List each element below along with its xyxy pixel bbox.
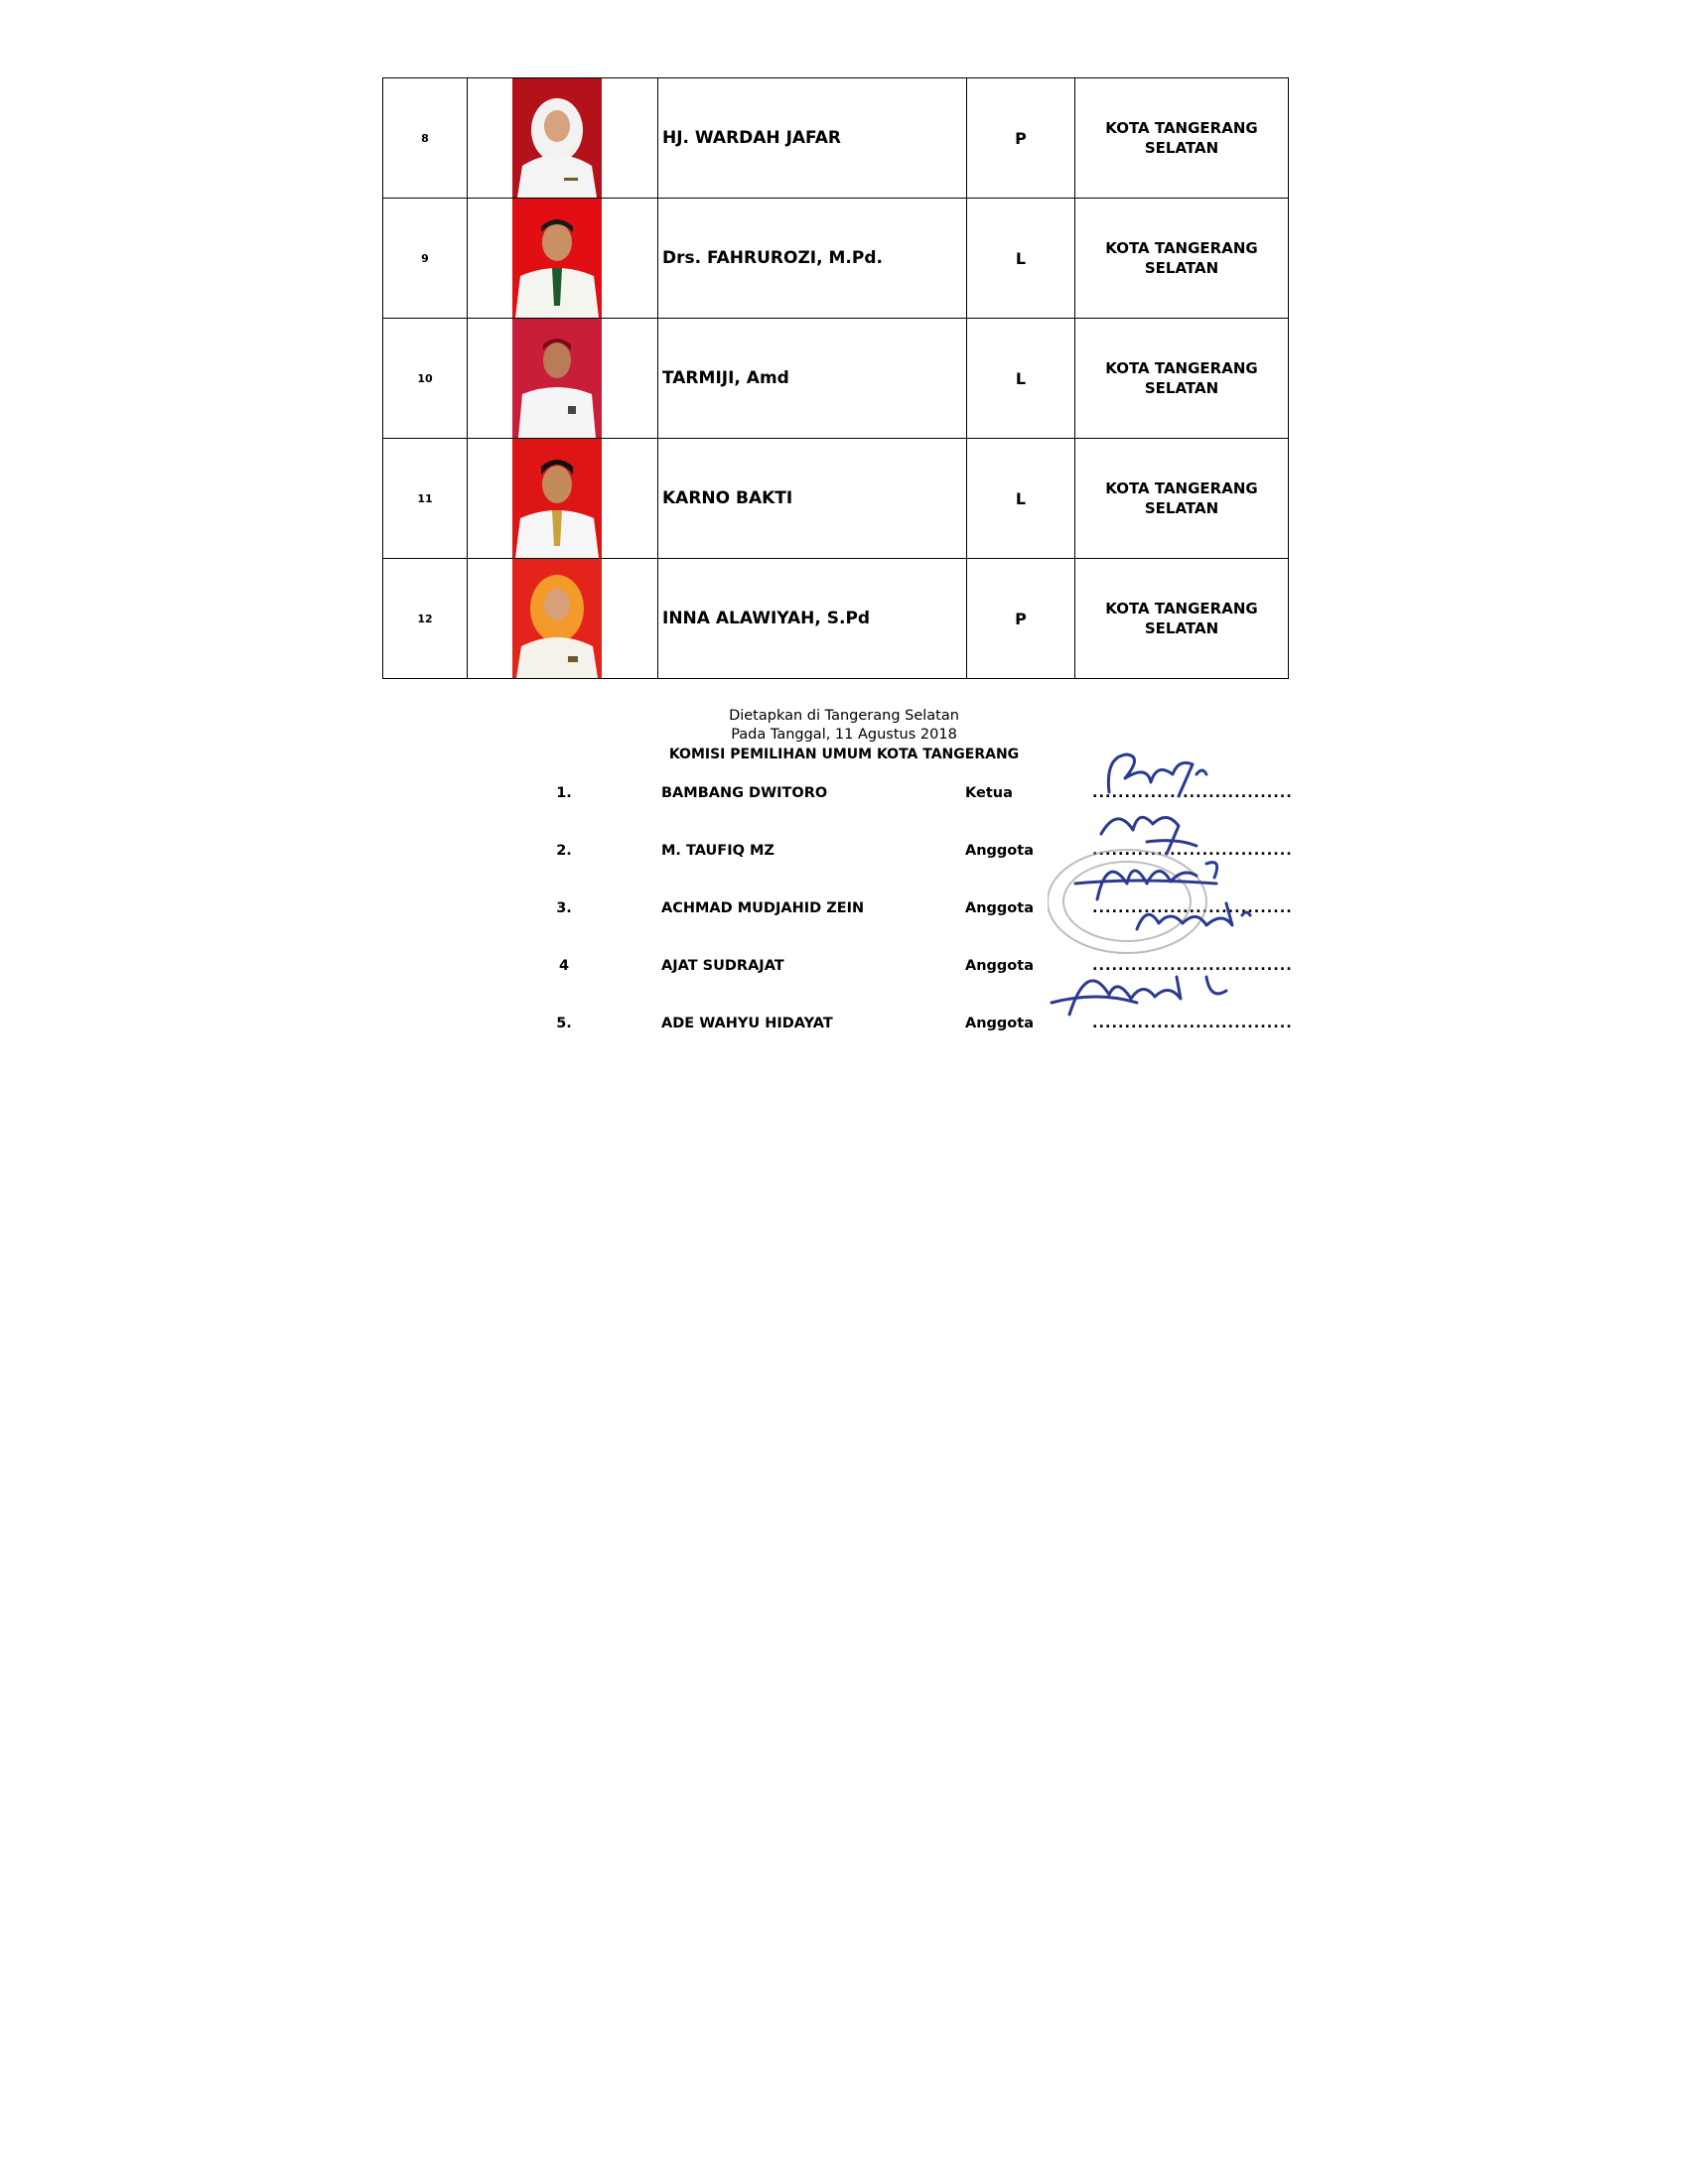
- candidate-sex: L: [967, 319, 1075, 439]
- candidate-photo: [512, 439, 602, 558]
- candidate-name: KARNO BAKTI: [658, 439, 967, 559]
- area-line-2: SELATAN: [1144, 619, 1219, 637]
- candidate-number: 12: [383, 559, 468, 679]
- candidate-photo-cell: [468, 319, 658, 439]
- candidate-area: [1075, 439, 1289, 559]
- enactment-date: Pada Tanggal, 11 Agustus 2018: [731, 727, 957, 743]
- candidate-sex: L: [967, 439, 1075, 559]
- area-line-1: KOTA TANGERANG: [1105, 600, 1258, 617]
- signature-line: ...............................: [1092, 958, 1293, 974]
- candidate-name: Drs. FAHRUROZI, M.Pd.: [658, 199, 967, 319]
- candidate-photo-cell: [468, 439, 658, 559]
- signatory-number: 4: [558, 958, 570, 974]
- signatory-name: ADE WAHYU HIDAYAT: [661, 1016, 833, 1031]
- signatory-role: Anggota: [965, 900, 1034, 916]
- signatory-number: 2.: [556, 843, 572, 859]
- candidate-area: [1075, 199, 1289, 319]
- area-line-1: KOTA TANGERANG: [1105, 119, 1258, 137]
- signatory-role: Anggota: [965, 958, 1034, 974]
- area-line-1: KOTA TANGERANG: [1105, 359, 1258, 377]
- signatory-role: Anggota: [965, 843, 1034, 859]
- candidate-name: HJ. WARDAH JAFAR: [658, 78, 967, 199]
- signature-3: [1075, 863, 1217, 899]
- candidate-photo-cell: [468, 199, 658, 319]
- area-line-2: SELATAN: [1144, 499, 1219, 517]
- candidate-photo: [512, 319, 602, 438]
- signatory-name: ACHMAD MUDJAHID ZEIN: [661, 900, 865, 916]
- signatory-row: [0, 900, 1688, 920]
- candidate-area: [1075, 78, 1289, 199]
- signatory-row: [0, 843, 1688, 863]
- signature-line: ...............................: [1092, 843, 1293, 859]
- candidate-sex: L: [967, 199, 1075, 319]
- candidate-name: TARMIJI, Amd: [658, 319, 967, 439]
- signatory-name: M. TAUFIQ MZ: [661, 843, 774, 859]
- candidate-photo: [512, 78, 602, 198]
- candidate-photo: [512, 559, 602, 678]
- area-line-1: KOTA TANGERANG: [1105, 239, 1258, 257]
- candidate-photo: [512, 199, 602, 318]
- area-line-1: KOTA TANGERANG: [1105, 479, 1258, 497]
- candidate-number: 9: [383, 199, 468, 319]
- signature-line: ...............................: [1092, 785, 1293, 801]
- candidate-sex: P: [967, 78, 1075, 199]
- enactment-place: Dietapkan di Tangerang Selatan: [729, 708, 959, 724]
- signatory-role: Ketua: [965, 785, 1013, 801]
- signatory-number: 3.: [556, 900, 572, 916]
- table-row: [383, 439, 1289, 559]
- signatory-name: BAMBANG DWITORO: [661, 785, 828, 801]
- signatory-row: [0, 785, 1688, 805]
- candidate-photo-cell: [468, 78, 658, 199]
- table-row: [383, 199, 1289, 319]
- signatures-and-stamp: [1048, 735, 1306, 1032]
- candidate-table: [382, 77, 1289, 679]
- candidate-number: 10: [383, 319, 468, 439]
- institution-name: KOMISI PEMILIHAN UMUM KOTA TANGERANG: [668, 747, 1020, 762]
- signatory-name: AJAT SUDRAJAT: [661, 958, 784, 974]
- signatory-number: 1.: [556, 785, 572, 801]
- candidate-number: 11: [383, 439, 468, 559]
- signature-5: [1052, 977, 1226, 1015]
- candidate-number: 8: [383, 78, 468, 199]
- table-row: [383, 559, 1289, 679]
- table-row: [383, 78, 1289, 199]
- signature-line: ...............................: [1092, 1016, 1293, 1031]
- candidate-name: INNA ALAWIYAH, S.Pd: [658, 559, 967, 679]
- table-row: [383, 319, 1289, 439]
- signature-line: ...............................: [1092, 900, 1293, 916]
- candidate-sex: P: [967, 559, 1075, 679]
- signatory-row: [0, 1016, 1688, 1035]
- area-line-2: SELATAN: [1144, 259, 1219, 277]
- candidate-photo-cell: [468, 559, 658, 679]
- signatory-number: 5.: [556, 1016, 572, 1031]
- signatory-row: [0, 958, 1688, 978]
- candidate-area: [1075, 559, 1289, 679]
- area-line-2: SELATAN: [1144, 379, 1219, 397]
- candidate-area: [1075, 319, 1289, 439]
- signatory-role: Anggota: [965, 1016, 1034, 1031]
- area-line-2: SELATAN: [1144, 139, 1219, 157]
